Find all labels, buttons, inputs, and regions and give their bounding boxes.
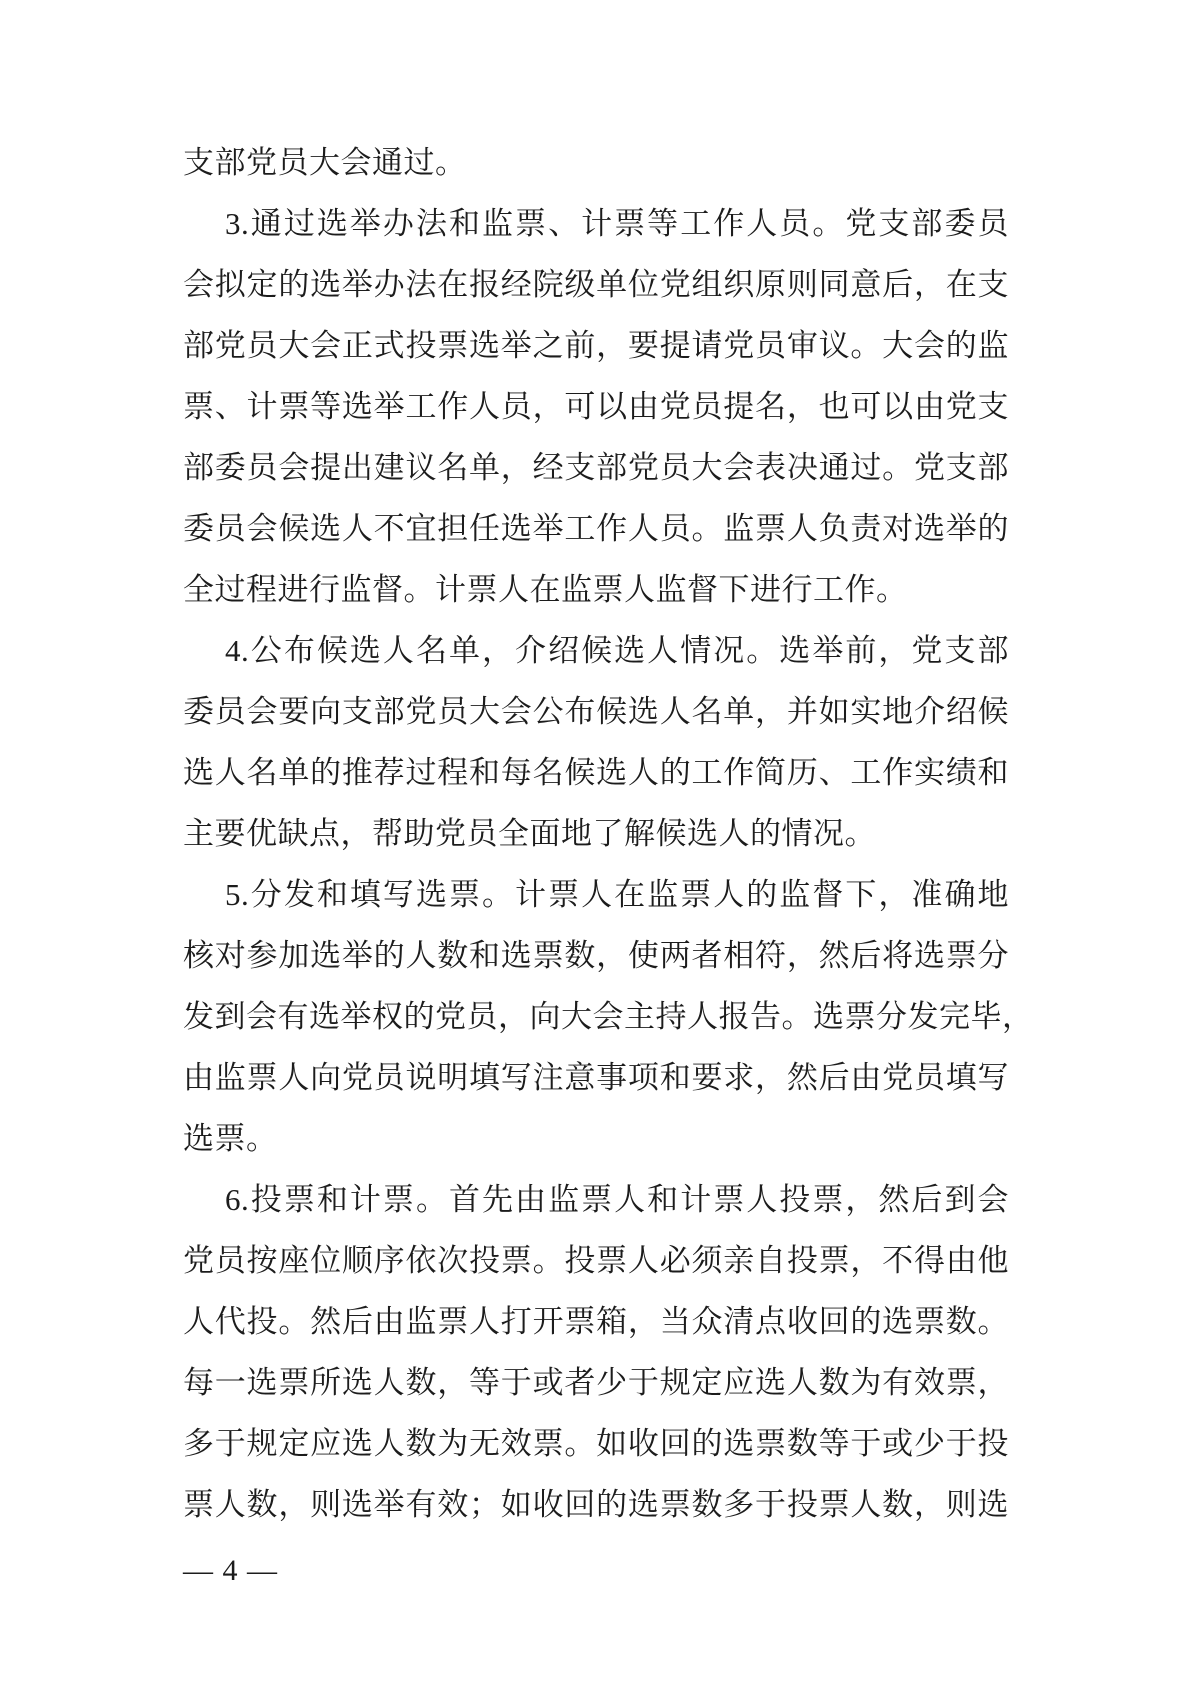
text-line: 发到会有选举权的党员，向大会主持人报告。选票分发完毕， xyxy=(183,999,1034,1034)
text-line: 委员会候选人不宜担任选举工作人员。监票人负责对选举的 xyxy=(183,511,1009,546)
text-line: 6.投票和计票。首先由监票人和计票人投票，然后到会 xyxy=(225,1182,1009,1217)
text-line: 人代投。然后由监票人打开票箱，当众清点收回的选票数。 xyxy=(183,1304,1009,1339)
text-line: 全过程进行监督。计票人在监票人监督下进行工作。 xyxy=(183,572,908,607)
text-line: 党员按座位顺序依次投票。投票人必须亲自投票，不得由他 xyxy=(183,1243,1009,1278)
para-item-5 xyxy=(183,864,1034,1169)
text-line: 由监票人向党员说明填写注意事项和要求，然后由党员填写 xyxy=(183,1060,1009,1095)
text-line: 票人数，则选举有效；如收回的选票数多于投票人数，则选 xyxy=(183,1487,1009,1522)
text-line: 3.通过选举办法和监票、计票等工作人员。党支部委员 xyxy=(225,206,1009,241)
text-line: 会拟定的选举办法在报经院级单位党组织原则同意后，在支 xyxy=(183,267,1009,302)
text-line: 主要优缺点，帮助党员全面地了解候选人的情况。 xyxy=(183,816,876,851)
para-continuation xyxy=(183,132,1009,193)
page-number: — 4 — xyxy=(183,1554,278,1587)
text-line: 票、计票等选举工作人员，可以由党员提名，也可以由党支 xyxy=(183,389,1009,424)
document-body xyxy=(183,132,1034,1535)
text-line: 4.公布候选人名单，介绍候选人情况。选举前，党支部 xyxy=(225,633,1009,668)
para-item-4 xyxy=(183,620,1009,864)
text-line: 选票。 xyxy=(183,1121,278,1156)
text-line: 核对参加选举的人数和选票数，使两者相符，然后将选票分 xyxy=(183,938,1009,973)
para-item-6 xyxy=(183,1169,1009,1535)
text-line: 支部党员大会通过。 xyxy=(183,145,467,180)
text-line: 部委员会提出建议名单，经支部党员大会表决通过。党支部 xyxy=(183,450,1009,485)
text-line: 5.分发和填写选票。计票人在监票人的监督下，准确地 xyxy=(225,877,1009,912)
text-line: 委员会要向支部党员大会公布候选人名单，并如实地介绍候 xyxy=(183,694,1009,729)
para-item-3 xyxy=(183,193,1009,620)
text-line: 多于规定应选人数为无效票。如收回的选票数等于或少于投 xyxy=(183,1426,1009,1461)
text-line: 部党员大会正式投票选举之前，要提请党员审议。大会的监 xyxy=(183,328,1009,363)
text-line: 选人名单的推荐过程和每名候选人的工作简历、工作实绩和 xyxy=(183,755,1009,790)
text-line: 每一选票所选人数，等于或者少于规定应选人数为有效票， xyxy=(183,1365,1009,1400)
